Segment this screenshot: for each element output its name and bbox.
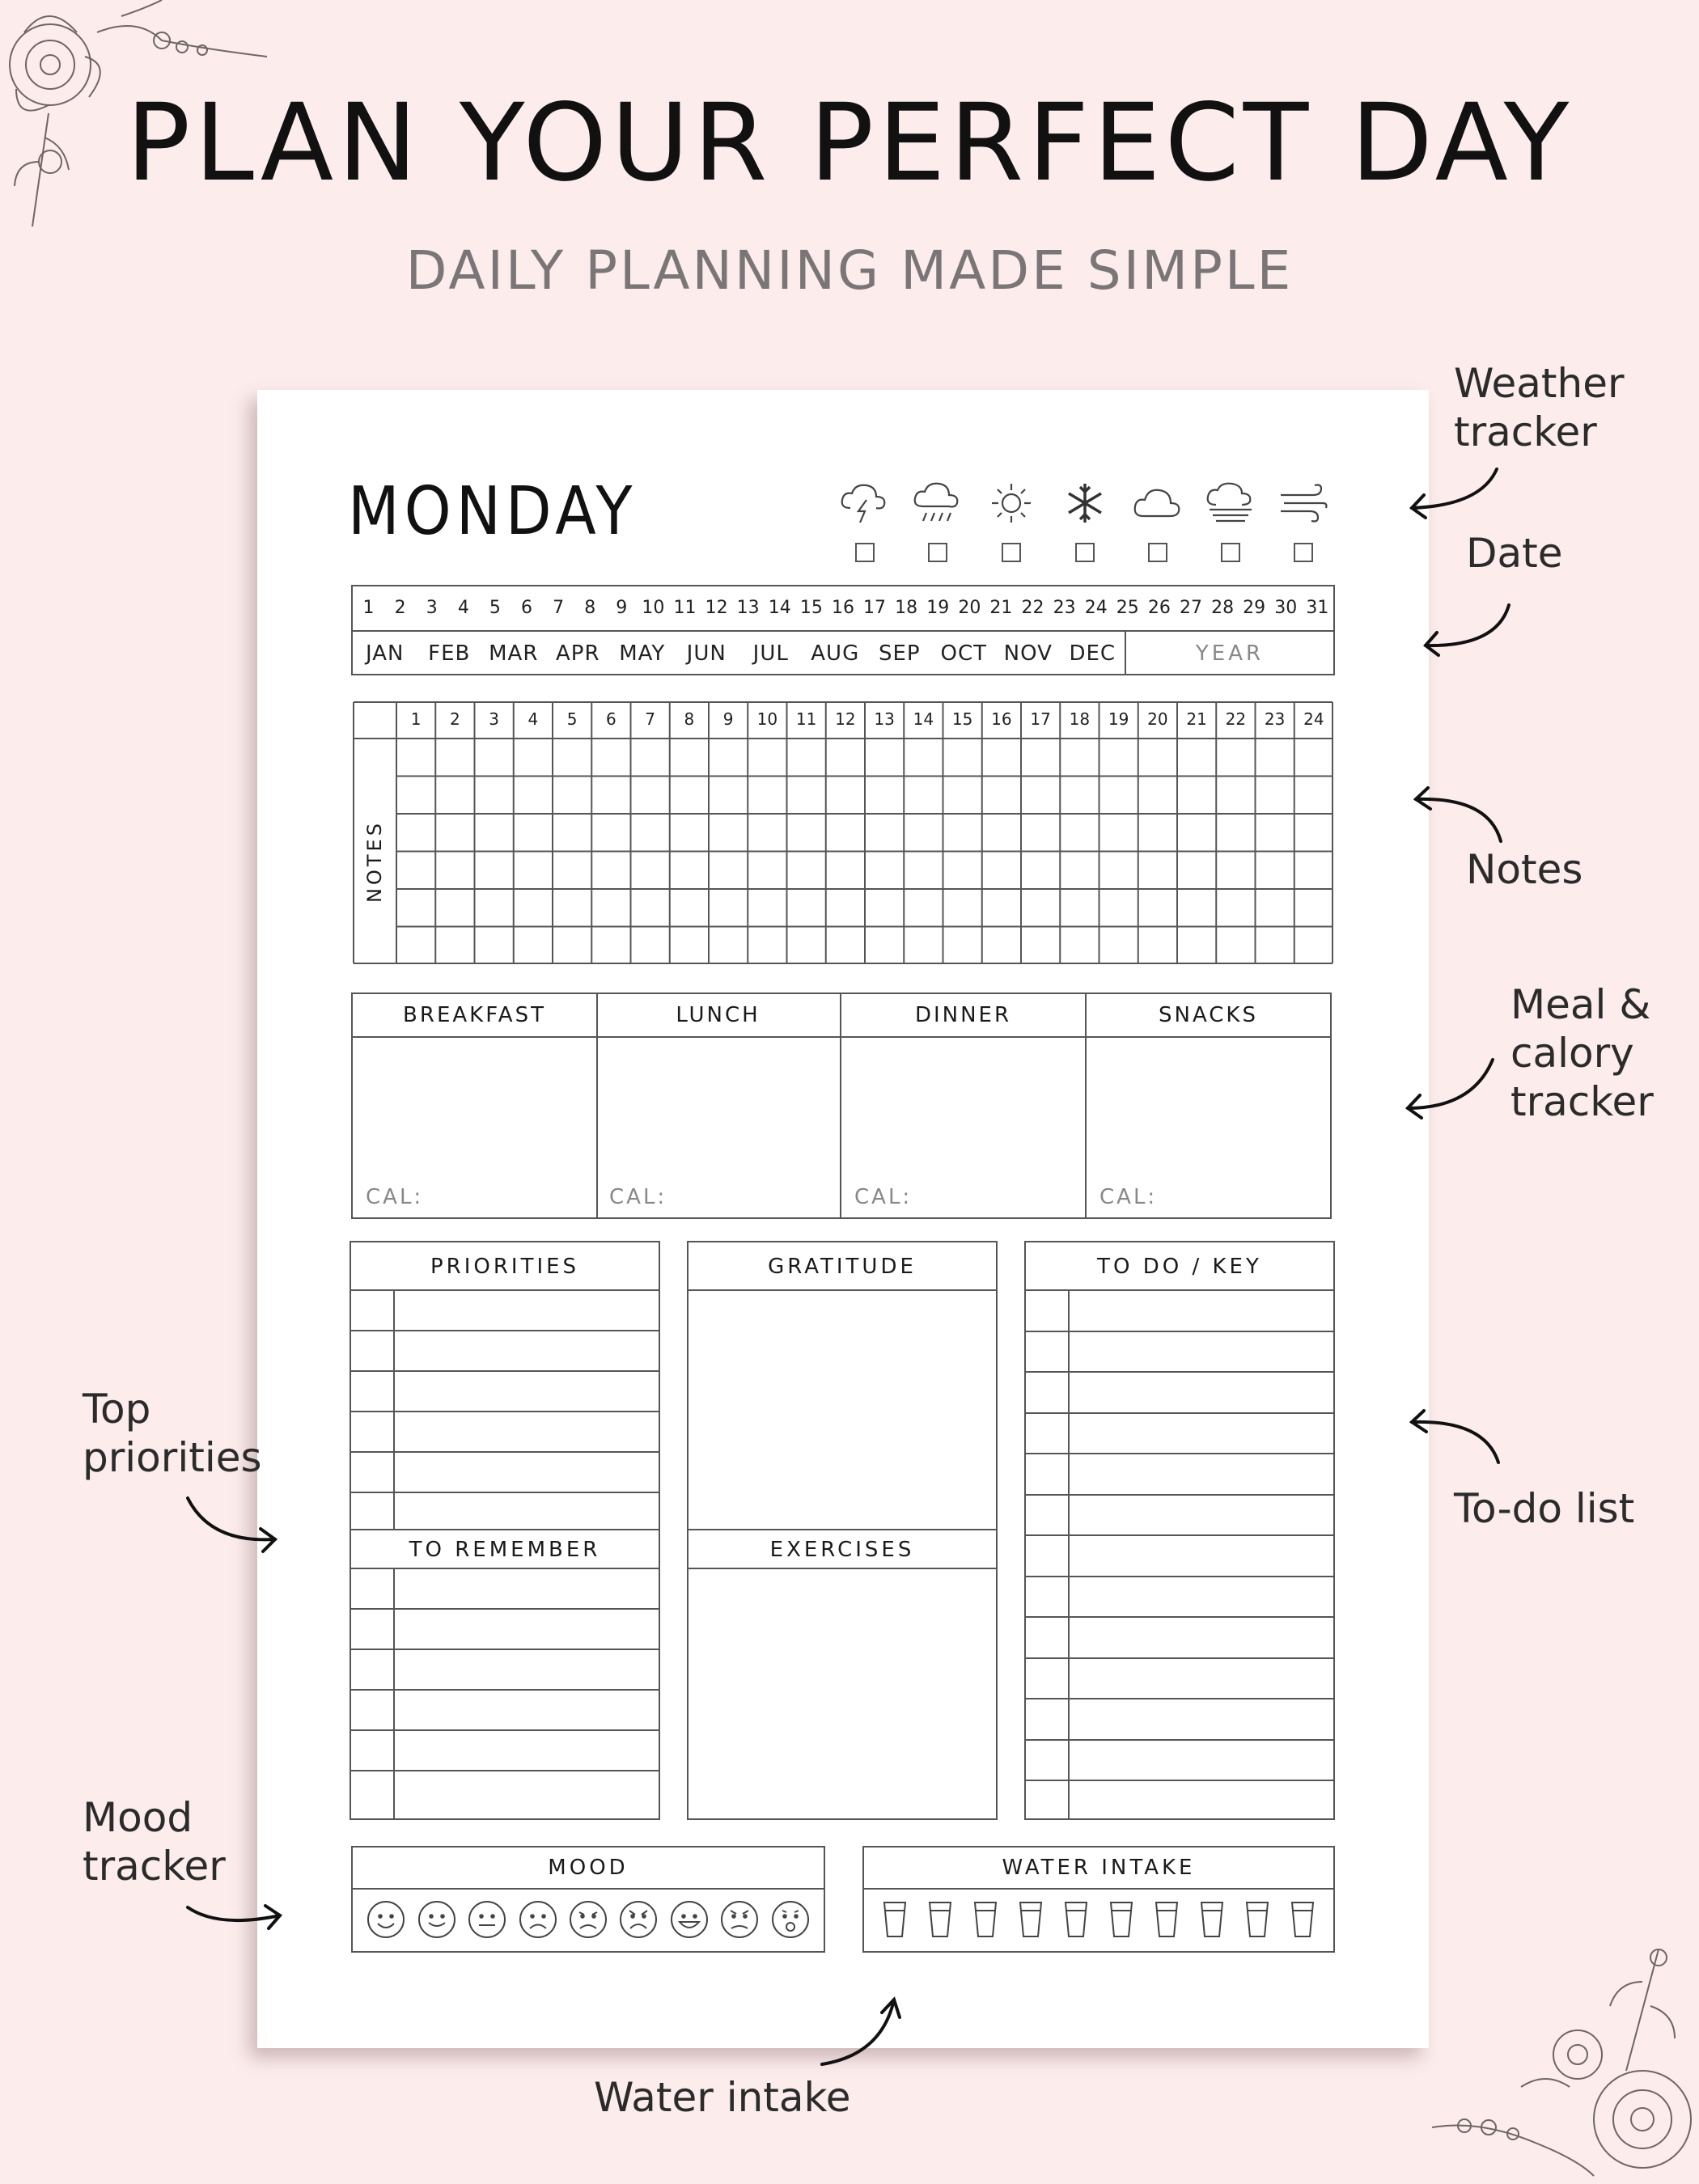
water-header: WATER INTAKE [864,1848,1333,1890]
day-number[interactable]: 22 [1021,598,1044,618]
day-number[interactable]: 25 [1116,598,1139,618]
hour-label: 9 [722,709,734,729]
priorities-header: PRIORITIES [351,1242,659,1291]
exercises-header: EXERCISES [688,1529,996,1569]
annotation-mood: Mood tracker [83,1794,226,1890]
day-number[interactable]: 31 [1306,598,1329,618]
mood-face-icon[interactable] [417,1899,457,1940]
month-option[interactable]: JUN [686,641,727,666]
hour-label: 17 [1030,709,1051,729]
annotation-water: Water intake [594,2074,851,2121]
water-glasses [864,1899,1333,1945]
day-number[interactable]: 26 [1147,598,1171,618]
gratitude-panel[interactable] [687,1241,998,1820]
day-number[interactable]: 16 [831,598,854,618]
cal-label: CAL: [366,1185,424,1209]
sun-icon [985,480,1037,526]
hour-label: 20 [1147,709,1168,729]
day-number[interactable]: 17 [863,598,887,618]
day-number[interactable]: 3 [426,598,438,618]
hour-label: 10 [756,709,778,729]
month-option[interactable]: APR [555,641,600,666]
rain-icon [912,480,964,526]
water-glass-icon[interactable] [1101,1899,1142,1940]
month-option[interactable]: NOV [1003,641,1053,666]
todo-lines[interactable] [1026,1291,1333,1818]
fog-icon [1205,480,1256,526]
water-glass-icon[interactable] [1011,1899,1051,1940]
cal-label: CAL: [1099,1185,1158,1209]
month-option[interactable]: OCT [940,641,987,666]
day-number[interactable]: 24 [1084,598,1108,618]
hourly-notes-grid[interactable] [353,701,1333,964]
day-number[interactable]: 30 [1274,598,1298,618]
mood-face-icon[interactable] [618,1899,659,1940]
hour-label: 1 [410,709,422,729]
notes-label [353,758,396,964]
floral-decoration-bottom-right [1416,1933,1699,2184]
day-number[interactable]: 14 [768,598,791,618]
hour-label: 19 [1108,709,1129,729]
weather-checkbox[interactable] [1294,543,1313,562]
hour-label: 24 [1303,709,1324,729]
hour-label: 14 [913,709,934,729]
page-title: PLAN YOUR PERFECT DAY [125,81,1574,205]
day-number[interactable]: 11 [673,598,697,618]
hour-label: 5 [566,709,578,729]
month-option[interactable]: DEC [1069,641,1116,666]
day-number[interactable]: 1 [362,598,375,618]
meal-box-lunch[interactable] [596,993,841,1219]
hour-label: 11 [795,709,817,729]
annotation-date: Date [1466,530,1563,577]
water-tracker [862,1846,1335,1953]
year-field[interactable]: YEAR [1125,632,1333,674]
meal-box-breakfast[interactable] [351,993,598,1219]
cal-label: CAL: [854,1185,913,1209]
day-number[interactable]: 15 [799,598,823,618]
day-number[interactable]: 6 [521,598,533,618]
month-option[interactable]: JAN [366,641,405,666]
day-number[interactable]: 19 [926,598,950,618]
month-option[interactable]: SEP [878,641,921,666]
meal-header: LUNCH [596,994,840,1038]
month-option[interactable]: JUL [752,641,789,666]
meal-header: SNACKS [1087,994,1330,1038]
meal-box-snacks[interactable] [1087,993,1332,1219]
day-number[interactable]: 7 [553,598,565,618]
day-number-row [353,586,1333,630]
weather-checkbox[interactable] [1002,543,1021,562]
day-number[interactable]: 13 [736,598,760,618]
mood-face-icon[interactable] [719,1899,760,1940]
day-number[interactable]: 2 [394,598,406,618]
annotation-meal: Meal & calory tracker [1510,981,1654,1125]
hour-label: 3 [489,709,499,729]
day-number[interactable]: 9 [616,598,628,618]
water-glass-icon[interactable] [1056,1899,1096,1940]
day-heading: MONDAY [348,473,638,550]
day-number[interactable]: 20 [958,598,981,618]
day-number[interactable]: 8 [584,598,596,618]
cal-label: CAL: [609,1185,667,1209]
weather-checkbox[interactable] [1221,543,1240,562]
hour-label: 7 [645,709,655,729]
gratitude-header: GRATITUDE [688,1242,996,1291]
todo-panel [1024,1241,1335,1820]
mood-tracker [351,1846,825,1953]
water-glass-icon[interactable] [875,1899,915,1940]
weather-checkbox[interactable] [855,543,875,562]
month-option[interactable]: AUG [811,641,860,666]
water-glass-icon[interactable] [1146,1899,1187,1940]
priorities-lines[interactable] [351,1291,659,1530]
hour-label: 12 [835,709,856,729]
hour-label: 8 [684,709,695,729]
day-number[interactable]: 5 [489,598,501,618]
annotation-weather: Weather tracker [1454,360,1625,455]
storm-icon [839,480,891,526]
cloud-icon [1132,480,1184,526]
day-number[interactable]: 23 [1053,598,1076,618]
mood-face-icon[interactable] [770,1899,811,1940]
month-list [353,632,1125,674]
day-number[interactable]: 18 [895,598,918,618]
mood-faces [353,1899,824,1945]
to-remember-header: TO REMEMBER [351,1529,659,1569]
mood-face-icon[interactable] [568,1899,608,1940]
weather-checkbox[interactable] [1075,543,1095,562]
annotation-todo: To-do list [1454,1485,1635,1532]
month-option[interactable]: MAR [489,641,539,666]
water-glass-icon[interactable] [965,1899,1006,1940]
mood-face-icon[interactable] [518,1899,558,1940]
hour-label: 16 [991,709,1012,729]
hour-label: 4 [527,709,539,729]
todo-header: TO DO / KEY [1026,1242,1333,1291]
month-row [353,630,1333,674]
day-number[interactable]: 4 [457,598,469,618]
annotation-notes: Notes [1466,846,1583,893]
notes-label-text: NOTES [363,819,386,903]
hour-label: 23 [1264,709,1286,729]
mood-face-icon[interactable] [366,1899,406,1940]
water-glass-icon[interactable] [1192,1899,1232,1940]
hour-label: 2 [450,709,460,729]
mood-header: MOOD [353,1848,824,1890]
mood-face-icon[interactable] [669,1899,710,1940]
water-glass-icon[interactable] [1282,1899,1323,1940]
meal-header: DINNER [841,994,1085,1038]
mood-face-icon[interactable] [467,1899,507,1940]
day-number[interactable]: 12 [705,598,728,618]
day-number[interactable]: 21 [989,598,1013,618]
hour-label: 15 [951,709,973,729]
hour-label: 13 [874,709,895,729]
to-remember-lines[interactable] [351,1569,659,1818]
wind-icon [1277,480,1329,526]
meal-header: BREAKFAST [353,994,596,1038]
weather-checkbox[interactable] [1148,543,1167,562]
water-glass-icon[interactable] [1237,1899,1277,1940]
hour-label: 6 [606,709,616,729]
planner-sheet [257,390,1429,2048]
day-number[interactable]: 10 [642,598,665,618]
day-number[interactable]: 29 [1243,598,1266,618]
page-subtitle: DAILY PLANNING MADE SIMPLE [405,239,1294,302]
hour-label: 18 [1069,709,1091,729]
day-number[interactable]: 27 [1179,598,1202,618]
hour-label: 22 [1225,709,1247,729]
annotation-priorities: Top priorities [83,1386,262,1481]
priorities-panel [350,1241,660,1820]
water-glass-icon[interactable] [920,1899,960,1940]
hour-label: 21 [1186,709,1207,729]
month-option[interactable]: MAY [619,641,666,666]
meal-box-dinner[interactable] [841,993,1087,1219]
month-option[interactable]: FEB [428,641,471,666]
day-number[interactable]: 28 [1211,598,1235,618]
weather-checkbox[interactable] [928,543,947,562]
snowflake-icon [1059,480,1111,526]
